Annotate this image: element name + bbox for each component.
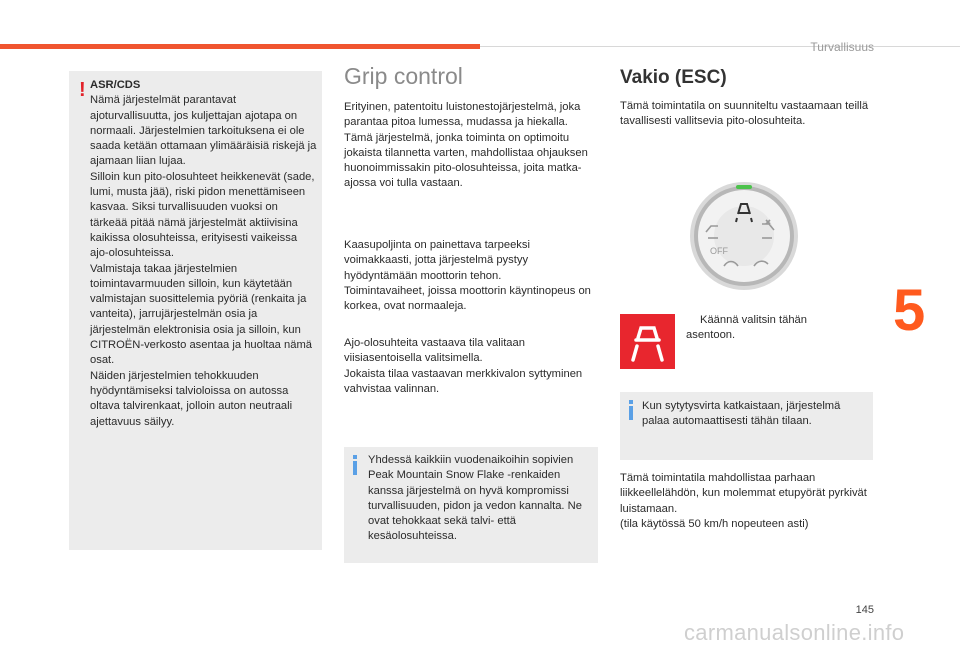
grip-paragraph-line: Tämä järjestelmä, jonka toiminta on optimoitu jokaista tilannetta varten, mahdollistaa ohjauksen huonoimmissakin pito-olosuhteissa, joita matka-ajossa voi tulla vastaan. xyxy=(344,131,588,190)
watermark: carmanualsonline.info xyxy=(684,620,905,645)
vakio-closing-line: (tila käytössä 50 km/h nopeuteen asti) xyxy=(620,517,809,530)
grip-paragraph-line: Jokaista tilaa vastaavan merkkivalon syttyminen vahvistaa valinnan. xyxy=(344,367,583,395)
grip-paragraph-line: Kaasupoljinta on painettava tarpeeksi voimakkaasti, jotta järjestelmä pystyy hyödyntämään moottorin tehon. xyxy=(344,239,530,282)
vakio-heading: Vakio (ESC) xyxy=(620,67,727,88)
grip-paragraph-line: Erityinen, patentoitu luistonestojärjestelmä, joka parantaa pitoa lumessa, mudassa ja hiekalla. xyxy=(344,101,581,129)
instruction-bullet xyxy=(686,313,836,344)
vakio-closing-line: Tämä toimintatila mahdollistaa parhaan liikkeellelähdön, kun molemmat etupyörät pyrkivät luistamaan. xyxy=(620,472,867,515)
mode-selector-knob-icon xyxy=(688,180,800,292)
chapter-number: 5 xyxy=(893,278,926,343)
info-icon xyxy=(629,400,633,420)
esc-mode-icon xyxy=(620,314,675,369)
knob-off-label: OFF xyxy=(710,246,728,256)
section-name: Turvallisuus xyxy=(810,40,874,54)
grip-paragraph-line: Toimintavaiheet, joissa moottorin käyntinopeus on korkea, ovat normaaleja. xyxy=(344,284,591,313)
asr-cds-paragraph: Nämä järjestelmät parantavat ajoturvallisuutta, jos kuljettajan ajotapa on normaali. Järjestelmien tarkoituksena ei ole saada ketään ottamaan ylimääräisiä riskejä ja ajamaan liian lujaa. xyxy=(90,94,317,168)
grip-paragraph-line: Ajo-olosuhteita vastaava tila valitaan viisiasentoisella valitsimella. xyxy=(344,337,525,365)
asr-cds-title: ASR/CDS xyxy=(90,79,141,91)
header-accent-bar xyxy=(0,44,480,49)
grip-paragraph-3 xyxy=(344,336,600,397)
asr-cds-paragraph: Valmistaja takaa järjestelmien toimintavarmuuden silloin, kun käytetään valmistajan suosittelemia pyöriä (renkaita ja vanteita), jarrujärjestelmän osia ja järjestelmän elektronisia osia ja silloin, kun CITROËN-verkosto asentaa ja huoltaa nämä osat. xyxy=(90,262,312,367)
grip-control-heading: Grip control xyxy=(344,63,463,89)
vakio-intro: Tämä toimintatila on suunniteltu vastaamaan teillä tavallisesti vallitsevia pito-olosuhteita. xyxy=(620,100,869,128)
page-number: 145 xyxy=(855,604,874,616)
instruction-text: Käännä valitsin tähän asentoon. xyxy=(686,314,807,342)
asr-cds-text xyxy=(90,78,318,430)
grip-paragraph-2 xyxy=(344,238,600,314)
ignition-info-text: Kun sytytysvirta katkaistaan, järjestelmä palaa automaattisesti tähän tilaan. xyxy=(642,400,841,428)
tyre-info-text: Yhdessä kaikkiin vuodenaikoihin sopivien Peak Mountain Snow Flake -renkaiden kanssa järjestelmä on hyvä kompromissi turvallisuuden, pidon ja vedon kannalta. Ne ovat tehokkaat sekä talvi- että kesäolosuhteissa. xyxy=(368,454,582,543)
asr-cds-paragraph: Silloin kun pito-olosuhteet heikkenevät (sade, lumi, musta jää), riski pidon menettämiseen kasvaa. Siksi turvallisuuden vuoksi on tärkeää pitää nämä järjestelmät aktiivisina kaikissa olosuhteissa, erityisesti vaikeissa ajo-olosuhteissa. xyxy=(90,170,315,260)
vakio-closing xyxy=(620,471,870,532)
info-icon xyxy=(353,455,357,469)
grip-paragraph-1 xyxy=(344,100,600,192)
asr-cds-paragraph: Näiden järjestelmien tehokkuuden hyödyntämiseksi talvioloissa on autossa oltava talvirenkaat, jolloin auton neutraali ajettavuus säilyy. xyxy=(90,369,293,428)
warning-icon: ! xyxy=(79,79,86,101)
header-rule xyxy=(480,46,960,47)
